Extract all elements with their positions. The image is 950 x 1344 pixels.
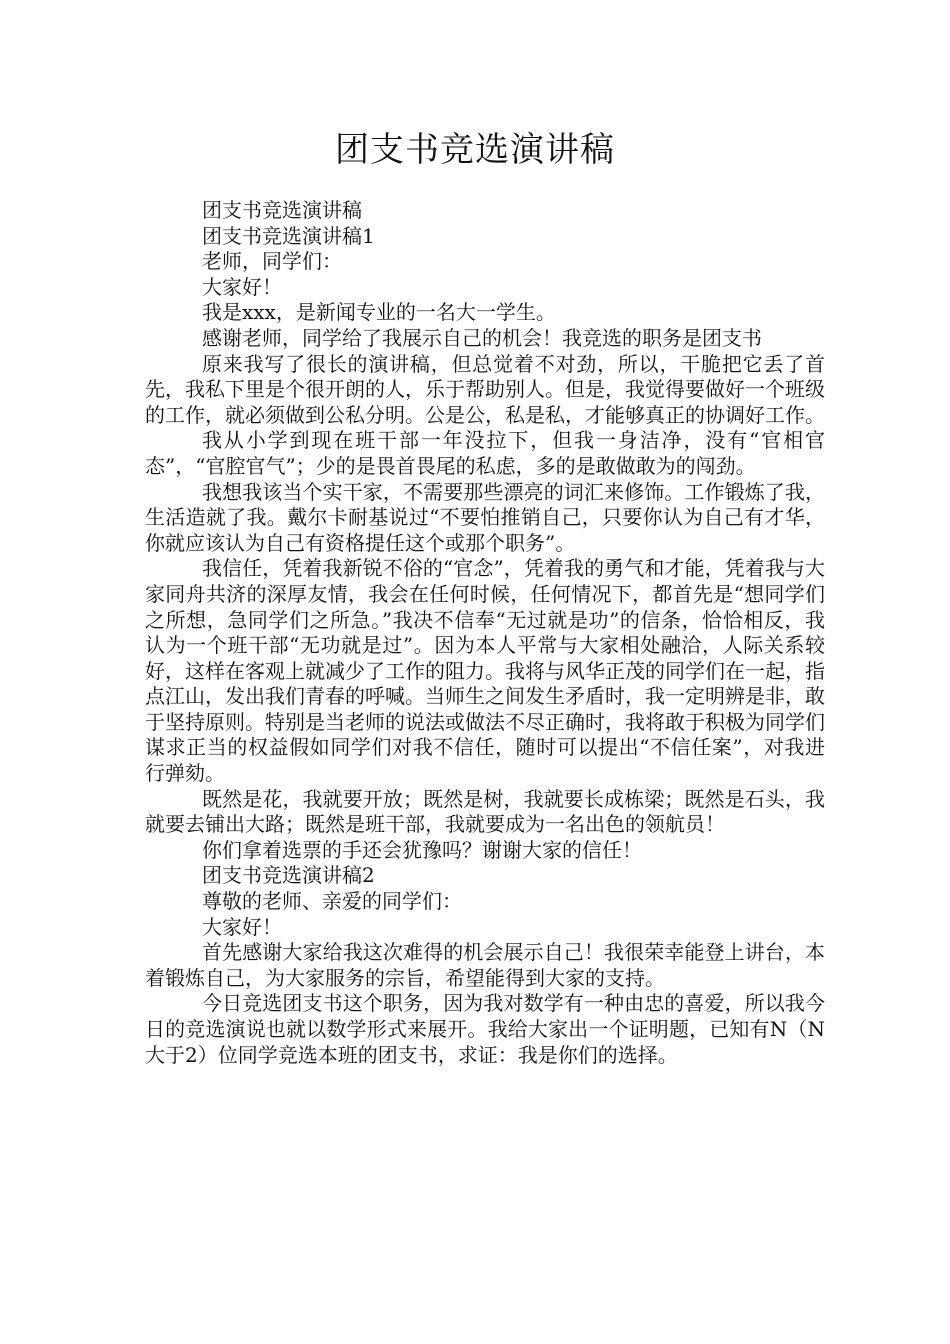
document-body	[145, 198, 825, 1068]
paragraph: 首先感谢大家给我这次难得的机会展示自己！我很荣幸能登上讲台，本着锻炼自己，为大家服务的宗旨，希望能得到大家的支持。	[145, 940, 825, 990]
paragraph: 团支书竞选演讲稿2	[202, 863, 375, 888]
paragraph: 我想我该当个实干家，不需要那些漂亮的词汇来修饰。工作锻炼了我，生活造就了我。戴尔卡耐基说过“不要怕推销自己，只要你认为自己有才华，你就应该认为自己有资格提任这个或那个职务”。	[145, 479, 825, 555]
paragraph: 我信任，凭着我新锐不俗的“官念”，凭着我的勇气和才能，凭着我与大家同舟共济的深厚友情，我会在任何时候，任何情况下，都首先是“想同学们之所想，急同学们之所急。”我决不信奉“无过就是功”的信条，恰恰相反，我认为一个班干部“无功就是过”。因为本人平常与大家相处融洽，人际关系较好，这样在客观上就减少了工作的阻力。我将与风华正茂的同学们在一起，指点江山，发出我们青春的呼喊。当师生之间发生矛盾时，我一定明辨是非，敢于坚持原则。特别是当老师的说法或做法不尽正确时，我将敢于积极为同学们谋求正当的权益假如同学们对我不信任，随时可以提出“不信任案”，对我进行弹劾。	[145, 556, 825, 786]
paragraph: 既然是花，我就要开放；既然是树，我就要长成栋梁；既然是石头，我就要去铺出大路；既然是班干部，我就要成为一名出色的领航员！	[145, 786, 825, 837]
paragraph: 大家好！	[202, 274, 282, 299]
paragraph: 老师，同学们：	[202, 249, 342, 274]
paragraph: 我是xxx，是新闻专业的一名大一学生。	[202, 300, 556, 325]
paragraph: 团支书竞选演讲稿1	[202, 223, 375, 248]
document-title: 团支书竞选演讲稿	[335, 130, 615, 170]
paragraph: 大家好！	[202, 914, 282, 939]
paragraph: 感谢老师，同学给了我展示自己的机会！我竞选的职务是团支书	[202, 325, 762, 350]
paragraph: 今日竞选团支书这个职务，因为我对数学有一种由忠的喜爱，所以我今日的竞选演说也就以数学形式来展开。我给大家出一个证明题，已知有N（N大于2）位同学竞选本班的团支书，求证：我是你们的选择。	[145, 991, 825, 1067]
paragraph: 你们拿着选票的手还会犹豫吗？谢谢大家的信任！	[202, 837, 642, 862]
paragraph: 原来我写了很长的演讲稿，但总觉着不对劲，所以，干脆把它丢了首先，我私下里是个很开朗的人，乐于帮助别人。但是，我觉得要做好一个班级的工作，就必须做到公私分明。公是公，私是私，才能够真正的协调好工作。	[145, 351, 825, 427]
paragraph: 尊敬的老师、亲爱的同学们：	[202, 889, 462, 914]
paragraph: 我从小学到现在班干部一年没拉下，但我一身洁净，没有“官相官态”，“官腔官气”；少的是畏首畏尾的私虑，多的是敢做敢为的闯劲。	[145, 428, 825, 478]
paragraph: 团支书竞选演讲稿	[202, 198, 362, 222]
